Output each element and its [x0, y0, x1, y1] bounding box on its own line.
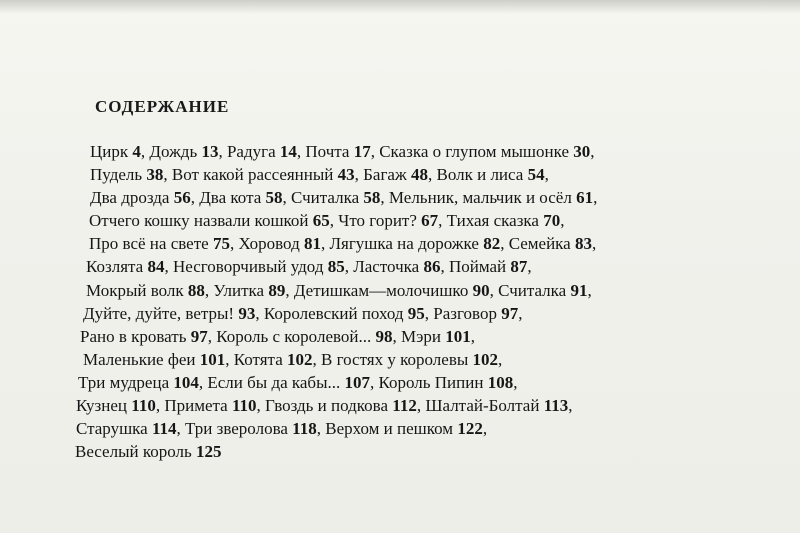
toc-entry-page: 107 [344, 372, 371, 392]
toc-entry-title: Три зверолова [185, 419, 288, 439]
toc-entry-title: Поймай [448, 257, 507, 277]
toc-entry-page: 113 [543, 396, 569, 416]
toc-entry-page: 114 [151, 419, 177, 439]
toc-entry-title: Волк и лиса [436, 165, 524, 185]
toc-entry-title: Считалка [291, 188, 360, 208]
toc-entry-title: В гостях у королевы [321, 349, 469, 369]
toc-entry-title: Почта [305, 142, 350, 161]
toc-entry-title: Лягушка на дорожке [329, 234, 479, 254]
toc-entry-title: Багаж [363, 165, 407, 185]
table-of-contents [70, 140, 597, 463]
toc-entry-page: 85 [327, 257, 345, 277]
toc-entry-page: 95 [407, 303, 425, 323]
toc-entry-page: 83 [574, 234, 592, 254]
toc-entry-page: 56 [173, 188, 191, 208]
toc-entry-title: Маленькие феи [83, 349, 196, 369]
toc-entry-title: Мэри [401, 326, 442, 346]
toc-entry-page: 86 [423, 257, 441, 277]
toc-entry-title: Что горит? [338, 211, 417, 231]
toc-entry-title: Два кота [199, 188, 262, 208]
toc-entry-page: 87 [510, 257, 528, 277]
toc-entry-page: 88 [187, 280, 205, 300]
toc-entry-title: Котята [233, 349, 283, 369]
toc-line [75, 440, 597, 463]
toc-entry-title: Хоровод [238, 234, 300, 254]
toc-line: Старушка 114, Три зверолова 118, Верхом и пешком 122, [76, 419, 488, 439]
toc-entry-title: Король с королевой... [216, 326, 372, 346]
toc-entry-title: Козлята [86, 257, 144, 277]
toc-entry-page: 112 [392, 396, 417, 416]
toc-entry-page: 43 [337, 165, 355, 185]
toc-entry-title: Мокрый волк [86, 280, 184, 300]
toc-entry-page: 48 [410, 165, 428, 185]
toc-entry-page: 61 [576, 188, 594, 208]
toc-entry-title: Старушка [76, 419, 148, 439]
toc-entry-page: 97 [501, 303, 519, 323]
toc-line: Рано в кровать 97, Король с королевой... 98, Мэри 101, [80, 326, 476, 346]
toc-entry-title: Отчего кошку назвали кошкой [89, 211, 309, 231]
toc-entry-title: Ласточка [353, 257, 420, 277]
toc-entry-page: 65 [312, 211, 330, 231]
toc-entry-page: 118 [292, 419, 317, 439]
toc-entry-title: Детишкам—молочишко [293, 280, 469, 300]
toc-entry-page: 75 [212, 234, 230, 254]
toc-entry-title: Несговорчивый удод [172, 257, 324, 277]
toc-entry-title: Два дрозда [90, 188, 170, 208]
toc-entry-title: Три мудреца [78, 372, 170, 392]
toc-entry-page: 30 [573, 142, 591, 161]
toc-line: Козлята 84, Несговорчивый удод 85, Ласточка 86, Поймай 87, [86, 257, 532, 277]
toc-entry-title: Пудель [90, 165, 143, 185]
toc-entry-page: 54 [527, 165, 545, 185]
toc-entry-page: 70 [543, 211, 561, 231]
toc-entry-title: Вот какой рассеянный [171, 165, 334, 185]
toc-line: Про всё на свете 75, Хоровод 81, Лягушка на дорожке 82, Семейка 83, [89, 234, 597, 254]
toc-entry-page: 101 [445, 326, 471, 346]
toc-entry-page: 67 [421, 211, 439, 231]
toc-entry-title: Семейка [508, 234, 571, 254]
toc-entry-title: Королевский поход [263, 303, 404, 323]
toc-entry-title: Дождь [149, 142, 198, 161]
toc-entry-page: 90 [472, 280, 490, 300]
toc-entry-title: Гвоздь и подкова [265, 396, 389, 416]
toc-entry-title: Считалка [498, 280, 567, 300]
toc-entry-page: 38 [146, 165, 164, 185]
toc-line: Цирк 4, Дождь 13, Радуга 14, Почта 17, Сказка о глупом мышонке 30, [90, 142, 595, 161]
toc-entry-page: 58 [363, 188, 381, 208]
toc-entry-page: 82 [483, 234, 501, 254]
toc-entry-page: 14 [279, 142, 297, 161]
toc-entry-page: 89 [268, 280, 286, 300]
toc-entry-title: Мельник, мальчик и осёл [388, 188, 572, 208]
toc-entry-title: Рано в кровать [80, 326, 187, 346]
toc-entry-title: Улитка [213, 280, 265, 300]
toc-entry-page: 104 [173, 372, 199, 392]
toc-line: Отчего кошку назвали кошкой 65, Что горит? 67, Тихая сказка 70, [89, 211, 565, 231]
toc-entry-page: 4 [132, 142, 141, 161]
toc-entry-page: 125 [196, 442, 222, 462]
toc-entry-page: 102 [287, 349, 313, 369]
toc-line: Пудель 38, Вот какой рассеянный 43, Багаж 48, Волк и лиса 54, [90, 165, 549, 185]
toc-entry-title: Дуйте, дуйте, ветры! [83, 303, 235, 323]
toc-entry-title: Цирк [90, 142, 129, 161]
toc-entry-page: 91 [570, 280, 588, 300]
toc-entry-title: Примета [164, 396, 228, 416]
toc-entry-title: Король Пипин [378, 372, 484, 392]
toc-entry-title: Сказка о глупом мышонке [379, 142, 569, 161]
toc-entry-page: 110 [231, 396, 257, 416]
toc-entry-title: Радуга [226, 142, 276, 161]
toc-entry-title: Тихая сказка [446, 211, 539, 231]
toc-line: Кузнец 110, Примета 110, Гвоздь и подкова 112, Шалтай-Болтай 113, [76, 396, 573, 416]
toc-line: Три мудреца 104, Если бы да кабы... 107, Король Пипин 108, [78, 372, 518, 392]
toc-entry-page: 98 [375, 326, 393, 346]
toc-line: Дуйте, дуйте, ветры! 93, Королевский поход 95, Разговор 97, [83, 303, 523, 323]
toc-entry-page: 102 [472, 349, 499, 369]
page-top-shadow [0, 0, 800, 14]
toc-entry-title: Кузнец [76, 396, 128, 416]
toc-entry-page: 93 [238, 303, 256, 323]
toc-entry-title: Если бы да кабы... [207, 372, 341, 392]
toc-entry-page: 122 [457, 419, 483, 439]
toc-entry-page: 13 [201, 142, 219, 161]
toc-entry-title: Про всё на свете [89, 234, 209, 254]
toc-entry-title: Веселый король [75, 442, 192, 462]
toc-line: Маленькие феи 101, Котята 102, В гостях у королевы 102, [83, 349, 503, 369]
toc-line: Два дрозда 56, Два кота 58, Считалка 58, Мельник, мальчик и осёл 61, [90, 188, 598, 208]
toc-entry-page: 84 [147, 257, 165, 277]
toc-line: Мокрый волк 88, Улитка 89, Детишкам—молочишко 90, Считалка 91, [86, 280, 592, 300]
toc-entry-page: 58 [265, 188, 283, 208]
contents-heading: СОДЕРЖАНИЕ [95, 97, 230, 116]
toc-entry-title: Шалтай-Болтай [425, 396, 540, 416]
toc-entry-page: 101 [199, 349, 226, 369]
toc-entry-page: 97 [190, 326, 208, 346]
toc-entry-page: 17 [353, 142, 371, 161]
toc-entry-page: 108 [487, 372, 514, 392]
toc-entry-title: Верхом и пешком [325, 419, 454, 439]
toc-entry-title: Разговор [433, 303, 497, 323]
toc-entry-page: 110 [131, 396, 156, 416]
toc-entry-page: 81 [303, 234, 321, 254]
